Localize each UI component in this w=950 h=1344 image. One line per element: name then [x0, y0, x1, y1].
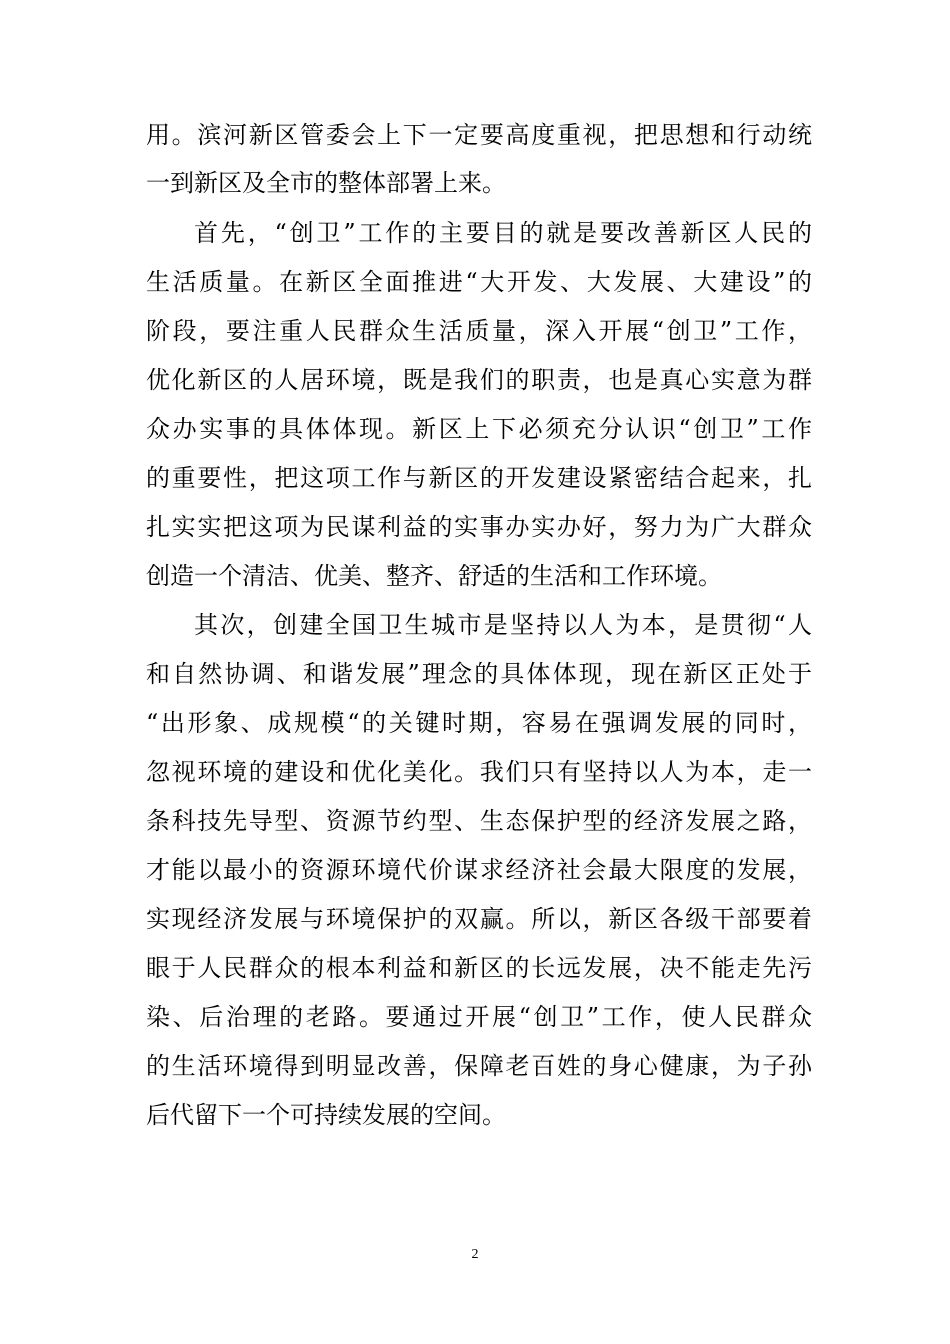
paragraph-line: 优化新区的人居环境，既是我们的职责，也是真心实意为群 [146, 366, 812, 394]
paragraph-line: 其次，创建全国卫生城市是坚持以人为本，是贯彻“人 [194, 611, 812, 639]
paragraph-line: 扎实实把这项为民谋利益的实事办实办好，努力为广大群众 [146, 513, 812, 541]
paragraph-line: 首先，“创卫”工作的主要目的就是要改善新区人民的 [194, 219, 812, 247]
paragraph-line: 的生活环境得到明显改善，保障老百姓的身心健康，为子孙 [146, 1052, 812, 1080]
paragraph-line: 生活质量。在新区全面推进“大开发、大发展、大建设”的 [146, 268, 812, 296]
paragraph-line: “出形象、成规模“的关键时期，容易在强调发展的同时， [146, 709, 812, 737]
paragraph-line: 眼于人民群众的根本利益和新区的长远发展，决不能走先污 [146, 954, 812, 982]
paragraph-line: 实现经济发展与环境保护的双赢。所以，新区各级干部要着 [146, 905, 812, 933]
paragraph-line: 阶段，要注重人民群众生活质量，深入开展“创卫”工作， [146, 317, 812, 345]
paragraph-line: 和自然协调、和谐发展”理念的具体体现，现在新区正处于 [146, 660, 812, 688]
paragraph-line: 一到新区及全市的整体部署上来。 [146, 169, 506, 197]
paragraph-line: 才能以最小的资源环境代价谋求经济社会最大限度的发展， [146, 856, 812, 884]
paragraph-line: 忽视环境的建设和优化美化。我们只有坚持以人为本，走一 [146, 758, 812, 786]
paragraph-line: 条科技先导型、资源节约型、生态保护型的经济发展之路， [146, 807, 812, 835]
paragraph-line: 众办实事的具体体现。新区上下必须充分认识“创卫”工作 [146, 415, 812, 443]
page-number: 2 [471, 1247, 479, 1262]
paragraph-line: 用。滨河新区管委会上下一定要高度重视，把思想和行动统 [146, 121, 812, 149]
paragraph-line: 的重要性，把这项工作与新区的开发建设紧密结合起来，扎 [146, 464, 812, 492]
paragraph-line: 创造一个清洁、优美、整齐、舒适的生活和工作环境。 [146, 562, 722, 590]
paragraph-line: 染、后治理的老路。要通过开展“创卫”工作，使人民群众 [146, 1003, 812, 1031]
paragraph-line: 后代留下一个可持续发展的空间。 [146, 1101, 506, 1129]
